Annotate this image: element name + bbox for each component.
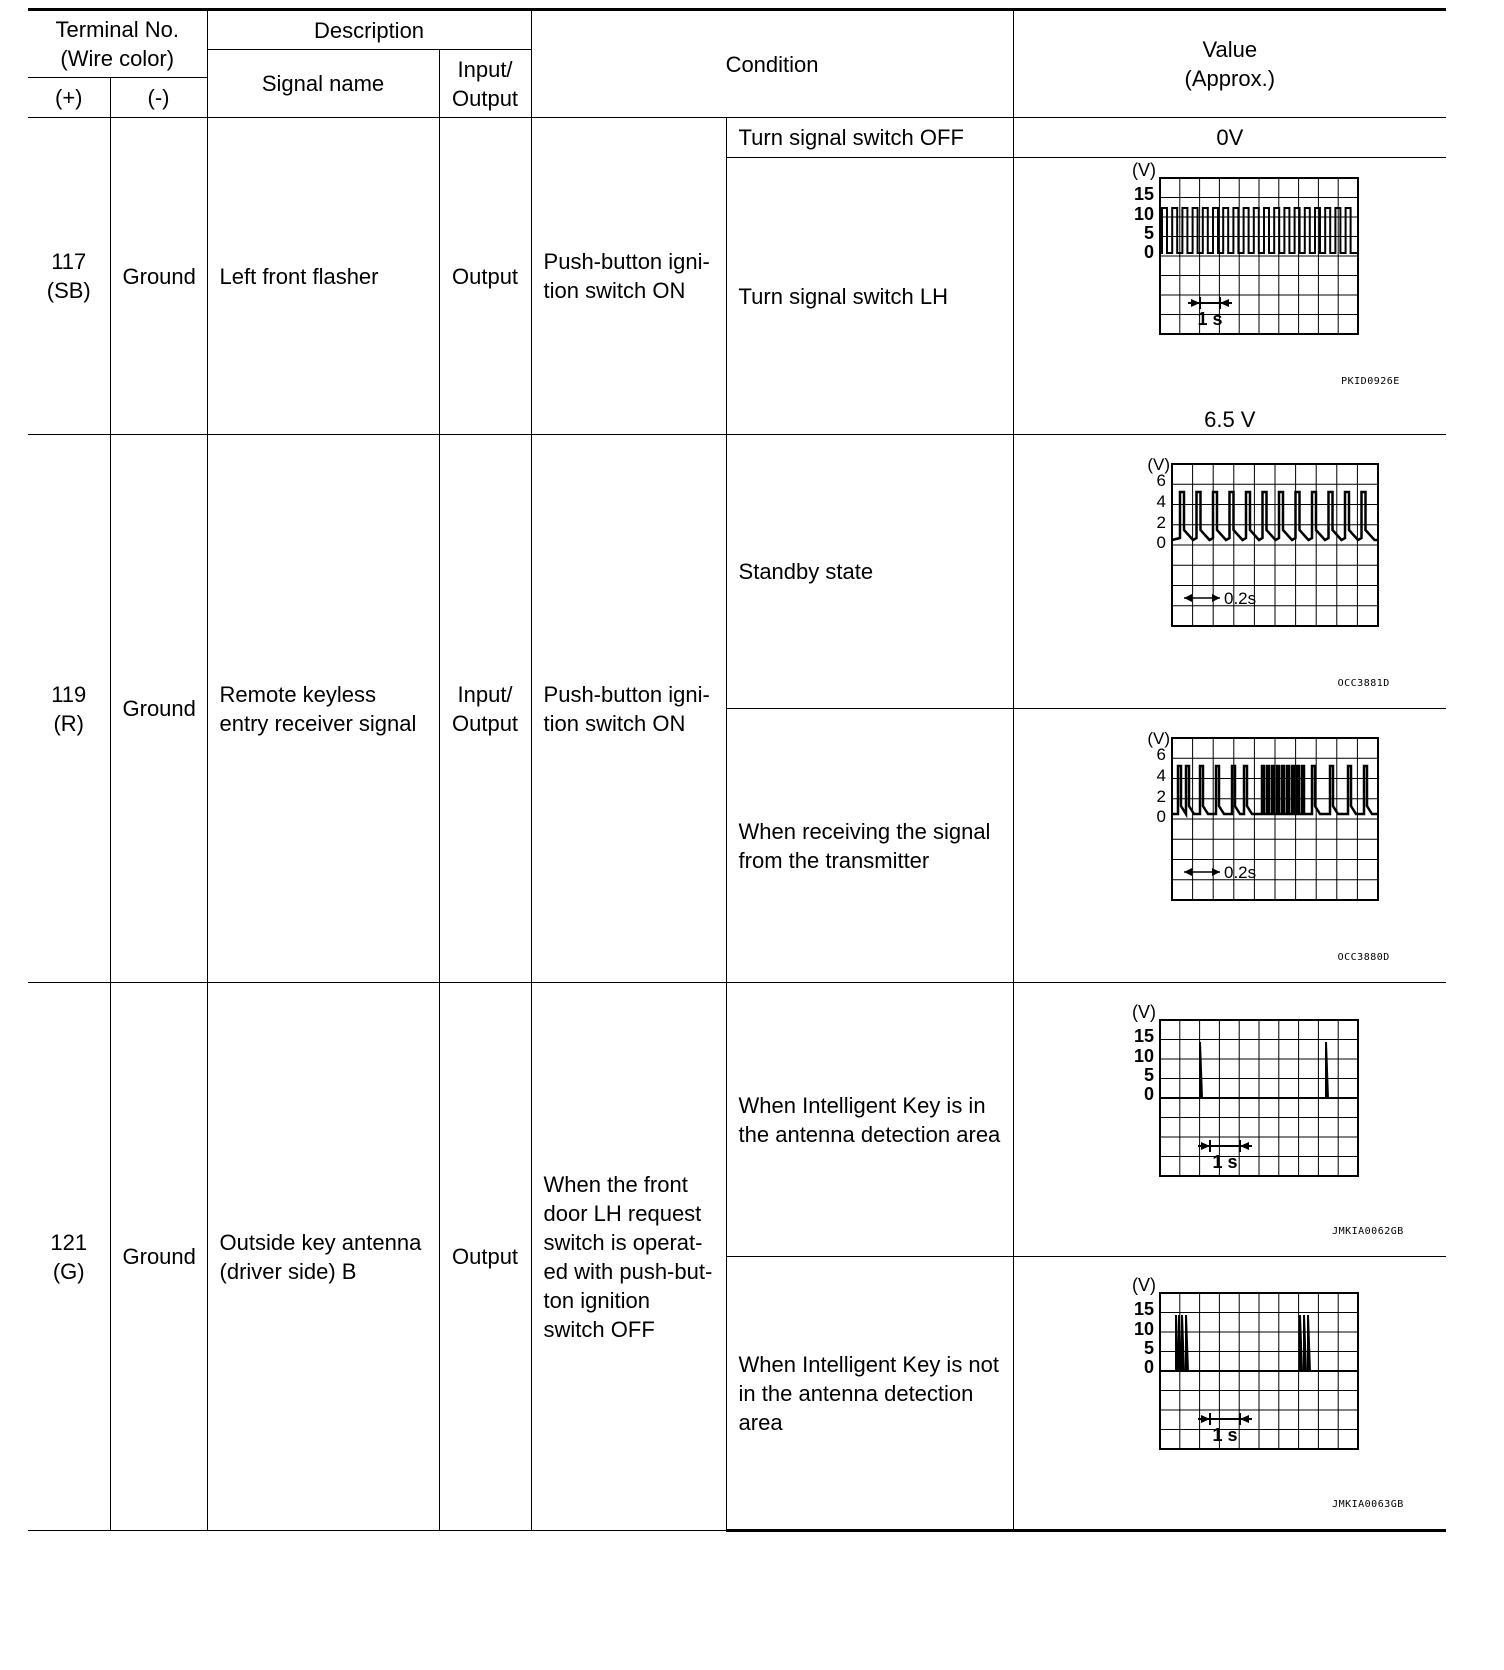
time-marker-arrow (1184, 868, 1192, 876)
plus-header: (+) (28, 78, 110, 118)
scope-tick-label: 10 (1133, 1319, 1154, 1339)
time-marker-label: 1 s (1212, 1425, 1238, 1445)
value-label: Value (1202, 37, 1258, 62)
approx-label: (Approx.) (1184, 66, 1276, 91)
sub-condition-cell: Turn signal switch LH (726, 158, 1013, 435)
time-marker-label: 0.2s (1223, 862, 1256, 882)
condition-text: Push-button igni- tion switch ON (543, 249, 710, 303)
time-marker-arrow (1191, 299, 1200, 307)
sub-condition-cell: When Intelligent Key is in the antenna detection area (726, 983, 1013, 1257)
scope-tick-label: 6 (1156, 744, 1166, 764)
input-output-header (439, 50, 531, 118)
condition-text: Push-button igni- tion switch ON (543, 681, 710, 736)
time-marker-arrow (1240, 1415, 1249, 1423)
signal-name-cell: Left front flasher (207, 118, 439, 435)
figure-code: OCC3881D (1337, 677, 1390, 689)
io-cell: Output (439, 983, 531, 1531)
scope-tick-label: 10 (1133, 1045, 1154, 1066)
terminal-cell (28, 983, 110, 1531)
sub-condition-cell: When Intelligent Key is not in the antenna detection area (726, 1257, 1013, 1531)
ground-cell: Ground (110, 983, 207, 1531)
terminal-number: 119 (51, 681, 87, 707)
scope-tick-label: 15 (1133, 1299, 1154, 1319)
wire-color: (SB) (46, 278, 91, 303)
figure-code: JMKIA0063GB (1332, 1499, 1404, 1510)
ground-cell: Ground (110, 435, 207, 983)
input-label: Input/ (457, 56, 513, 82)
signal-name-cell: Remote keyless entry receiver signal (207, 435, 439, 983)
terminal-inspection-table-page (28, 8, 1446, 1638)
wire-color: (G) (52, 1258, 85, 1284)
value-header (1013, 10, 1446, 118)
scope-tick-label: 5 (1143, 1064, 1154, 1085)
condition-cell (531, 118, 726, 435)
scope-tick-label: 0 (1156, 532, 1166, 552)
time-marker-arrow (1212, 868, 1220, 876)
condition-cell (531, 435, 726, 983)
signal-name-header: Signal name (207, 50, 439, 118)
wire-color: (R) (53, 710, 85, 736)
scope-unit-label: (V) (1131, 160, 1156, 180)
flasher-waveform-scope (1080, 158, 1380, 398)
description-header: Description (207, 10, 531, 50)
average-voltage: 6.5 V (1204, 407, 1256, 432)
terminal-cell (28, 118, 110, 435)
terminal-no-header (28, 10, 207, 78)
scope-tick-label: 0 (1143, 242, 1154, 262)
key-in-area-waveform-scope (1080, 1000, 1380, 1220)
io-input: Input/ (457, 681, 513, 707)
io-cell: Output (439, 118, 531, 435)
scope-unit-label: (V) (1131, 1275, 1156, 1295)
terminal-number: 117 (51, 249, 87, 274)
oscilloscope-figure (1080, 158, 1400, 432)
ground-cell: Ground (110, 118, 207, 435)
key-not-in-area-waveform-scope (1080, 1273, 1380, 1493)
time-marker-label: 1 s (1197, 309, 1223, 329)
scope-tick-label: 0 (1156, 806, 1166, 826)
sub-condition-cell: Standby state (726, 435, 1013, 709)
signal-name-cell: Outside key antenna (driver side) B (207, 983, 439, 1531)
value-cell (1013, 158, 1446, 435)
output-label: Output (452, 85, 519, 111)
figure-code: OCC3880D (1337, 951, 1390, 963)
figure-code: JMKIA0062GB (1332, 1225, 1404, 1237)
condition-text: When the front door LH request switch is operat- ed with push-but- ton ignition switch OFF (543, 1171, 713, 1342)
time-marker-label: 0.2s (1223, 588, 1256, 608)
io-output: Output (452, 710, 519, 736)
time-marker-label: 1 s (1212, 1151, 1238, 1172)
scope-tick-label: 5 (1143, 1338, 1154, 1358)
receiving-waveform-scope (1080, 726, 1380, 946)
scope-tick-label: 4 (1156, 765, 1166, 785)
oscilloscope-figure (1080, 726, 1390, 966)
condition-header: Condition (531, 10, 1013, 118)
io-cell (439, 435, 531, 983)
scope-tick-label: 10 (1133, 204, 1154, 224)
scope-tick-label: 0 (1143, 1357, 1154, 1377)
time-marker-arrow (1184, 594, 1192, 602)
oscilloscope-figure (1080, 452, 1390, 692)
value-cell (1013, 1257, 1446, 1531)
terminal-number: 121 (50, 1229, 88, 1255)
figure-code: PKID0926E (1341, 376, 1400, 387)
scope-unit-label: (V) (1147, 454, 1170, 474)
scope-tick-label: 15 (1133, 1025, 1154, 1046)
value-cell: 0V (1013, 118, 1446, 158)
time-marker-arrow (1212, 594, 1220, 602)
terminal-table (28, 8, 1446, 1532)
oscilloscope-figure (1080, 1000, 1404, 1240)
sub-condition-cell: When receiving the signal from the transmitter (726, 709, 1013, 983)
scope-tick-label: 0 (1143, 1083, 1154, 1104)
scope-tick-label: 15 (1133, 184, 1154, 204)
value-cell (1013, 709, 1446, 983)
scope-tick-label: 5 (1143, 223, 1154, 243)
value-cell (1013, 435, 1446, 709)
terminal-cell (28, 435, 110, 983)
scope-tick-label: 2 (1156, 512, 1166, 532)
value-cell (1013, 983, 1446, 1257)
standby-waveform-scope (1080, 452, 1380, 672)
minus-header: (-) (110, 78, 207, 118)
time-marker-arrow (1201, 1142, 1210, 1150)
time-marker-arrow (1201, 1415, 1210, 1423)
time-marker-arrow (1220, 299, 1229, 307)
scope-tick-label: 6 (1156, 470, 1166, 490)
flasher-waveform (1160, 208, 1358, 253)
scope-tick-label: 4 (1156, 491, 1166, 511)
scope-unit-label: (V) (1131, 1001, 1156, 1022)
receiving-waveform (1172, 766, 1378, 814)
terminal-no-label: Terminal No. (55, 17, 179, 42)
scope-unit-label: (V) (1147, 728, 1170, 748)
oscilloscope-figure (1080, 1273, 1404, 1513)
sub-condition-cell: Turn signal switch OFF (726, 118, 1013, 158)
condition-cell (531, 983, 726, 1531)
scope-tick-label: 2 (1156, 786, 1166, 806)
time-marker-arrow (1240, 1142, 1249, 1150)
wire-color-label: (Wire color) (60, 46, 175, 71)
